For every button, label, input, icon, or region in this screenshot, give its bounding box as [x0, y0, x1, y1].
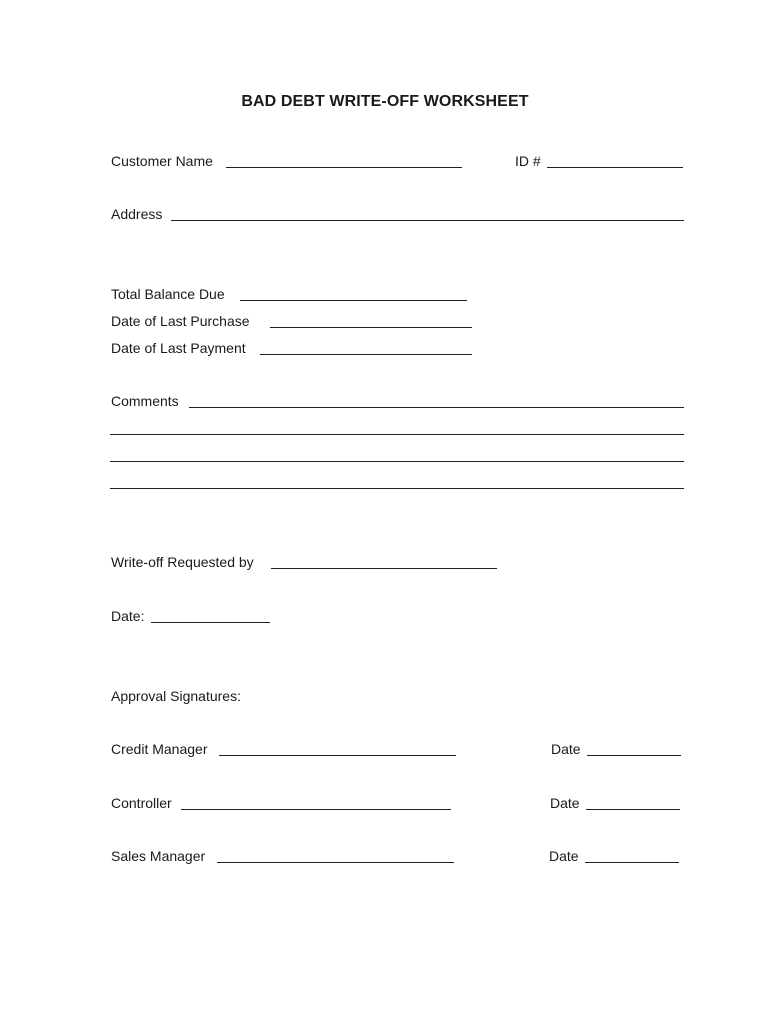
date-last-payment-field[interactable]: [260, 337, 472, 355]
date-label: Date:: [111, 608, 145, 624]
controller-date-label: Date: [550, 795, 580, 811]
address-label: Address: [111, 206, 163, 222]
total-balance-due-field[interactable]: [240, 283, 467, 301]
writeoff-requested-by-field[interactable]: [271, 551, 497, 569]
sales-manager-signature-field[interactable]: [217, 845, 454, 863]
id-label: ID #: [515, 153, 541, 169]
date-last-purchase-field[interactable]: [270, 310, 472, 328]
address-field[interactable]: [171, 203, 684, 221]
controller-date-field[interactable]: [586, 792, 680, 810]
credit-manager-date-field[interactable]: [587, 738, 681, 756]
writeoff-requested-by-label: Write-off Requested by: [111, 554, 254, 570]
controller-signature-field[interactable]: [181, 792, 451, 810]
comments-label: Comments: [111, 393, 179, 409]
sales-manager-date-field[interactable]: [585, 845, 679, 863]
comments-field[interactable]: [110, 390, 684, 490]
sales-manager-label: Sales Manager: [111, 848, 206, 864]
controller-label: Controller: [111, 795, 172, 811]
date-last-purchase-label: Date of Last Purchase: [111, 313, 250, 329]
id-field[interactable]: [547, 150, 683, 168]
credit-manager-label: Credit Manager: [111, 741, 208, 757]
date-field[interactable]: [151, 605, 270, 623]
approval-signatures-heading: Approval Signatures:: [111, 688, 241, 704]
customer-name-field[interactable]: [226, 150, 462, 168]
sales-manager-date-label: Date: [549, 848, 579, 864]
credit-manager-signature-field[interactable]: [219, 738, 456, 756]
form-title: BAD DEBT WRITE-OFF WORKSHEET: [241, 93, 529, 110]
credit-manager-date-label: Date: [551, 741, 581, 757]
date-last-payment-label: Date of Last Payment: [111, 340, 246, 356]
customer-name-label: Customer Name: [111, 153, 213, 169]
total-balance-due-label: Total Balance Due: [111, 286, 225, 302]
